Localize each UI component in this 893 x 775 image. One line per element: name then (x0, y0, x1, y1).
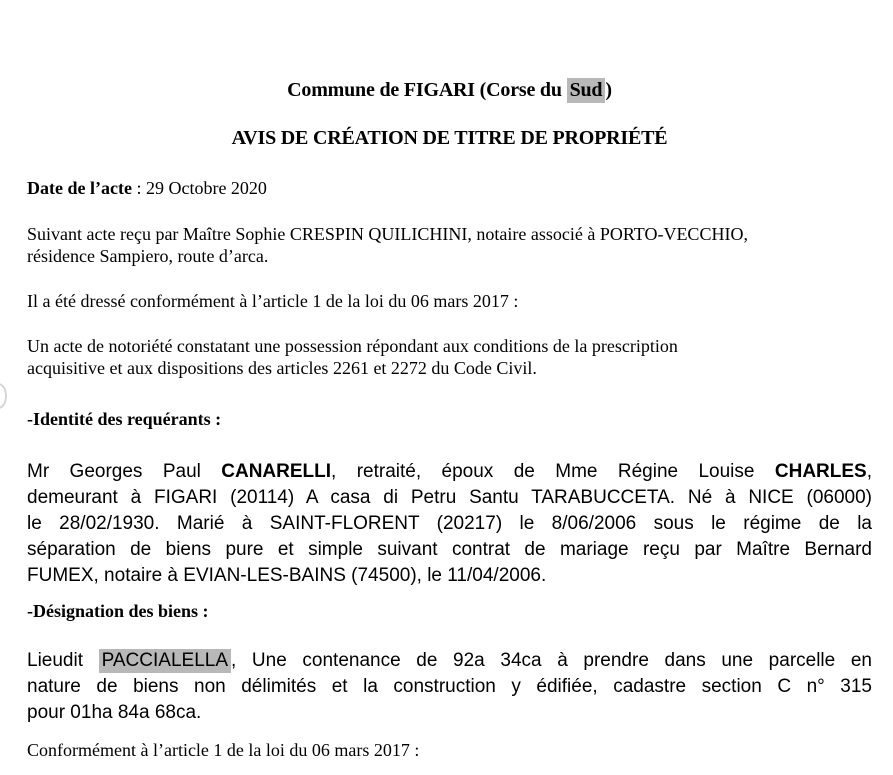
paragraph-identite (27, 459, 872, 589)
identite-seg: Mr Georges Paul (27, 461, 222, 482)
highlighted-word-sud: Sud (567, 78, 606, 103)
biens-seg: , Une contenance de 92a 34ca à prendre dans une parcelle en (231, 650, 872, 671)
heading-identite: -Identité des requérants : (27, 409, 222, 429)
biens-seg: Lieudit (27, 650, 99, 671)
scan-artifact (0, 383, 7, 409)
paragraph-line: nature de biens non délimités et la construction y édifiée, cadastre section C n° 315 (27, 676, 872, 697)
paragraph-notaire (27, 223, 872, 267)
paragraph-biens (27, 648, 872, 726)
paragraph-line (27, 648, 872, 674)
paragraph-line: acquisitive et aux dispositions des articles 2261 et 2272 du Code Civil. (27, 358, 537, 378)
acte-date-value: : 29 Octobre 2020 (131, 178, 267, 198)
paragraph-line (27, 459, 872, 485)
commune-title (27, 78, 872, 102)
paragraph-line: Suivant acte reçu par Maître Sophie CRESPIN QUILICHINI, notaire associé à PORTO-VECCHIO, (27, 224, 748, 244)
notice-title: AVIS DE CRÉATION DE TITRE DE PROPRIÉTÉ (231, 127, 668, 149)
spouse-name: CHARLES (774, 461, 867, 482)
paragraph-line: résidence Sampiero, route d’arca. (27, 246, 269, 266)
commune-title-pre: Commune de FIGARI (Corse du (287, 79, 567, 101)
paragraph-notoriete (27, 335, 872, 379)
requerant-name: CANARELLI (221, 461, 332, 482)
paragraph-line: demeurant à FIGARI (20114) A casa di Petru Santu TARABUCCETA. Né à NICE (06000) (27, 487, 872, 508)
acte-date-line (27, 177, 872, 199)
paragraph-conforme: Conformément à l’article 1 de la loi du 06 mars 2017 : (27, 740, 420, 760)
paragraph-line: le 28/02/1930. Marié à SAINT-FLORENT (20217) le 8/06/2006 sous le régime de la (27, 513, 872, 534)
identite-seg: , (866, 461, 872, 482)
highlighted-word-paccialella: PACCIALELLA (99, 649, 231, 673)
paragraph-line: pour 01ha 84a 68ca. (27, 702, 202, 723)
paragraph-loi: Il a été dressé conformément à l’article 1 de la loi du 06 mars 2017 : (27, 291, 519, 311)
heading-biens: -Désignation des biens : (27, 601, 209, 621)
identite-seg: , retraité, époux de Mme Régine Louise (331, 461, 775, 482)
commune-title-post: ) (605, 79, 612, 101)
paragraph-line: FUMEX, notaire à EVIAN-LES-BAINS (74500), le 11/04/2006. (27, 565, 547, 586)
paragraph-line: Un acte de notoriété constatant une possession répondant aux conditions de la prescription (27, 336, 678, 356)
paragraph-line: séparation de biens pure et simple suivant contrat de mariage reçu par Maître Bernard (27, 539, 872, 560)
acte-date-label: Date de l’acte (27, 178, 132, 198)
